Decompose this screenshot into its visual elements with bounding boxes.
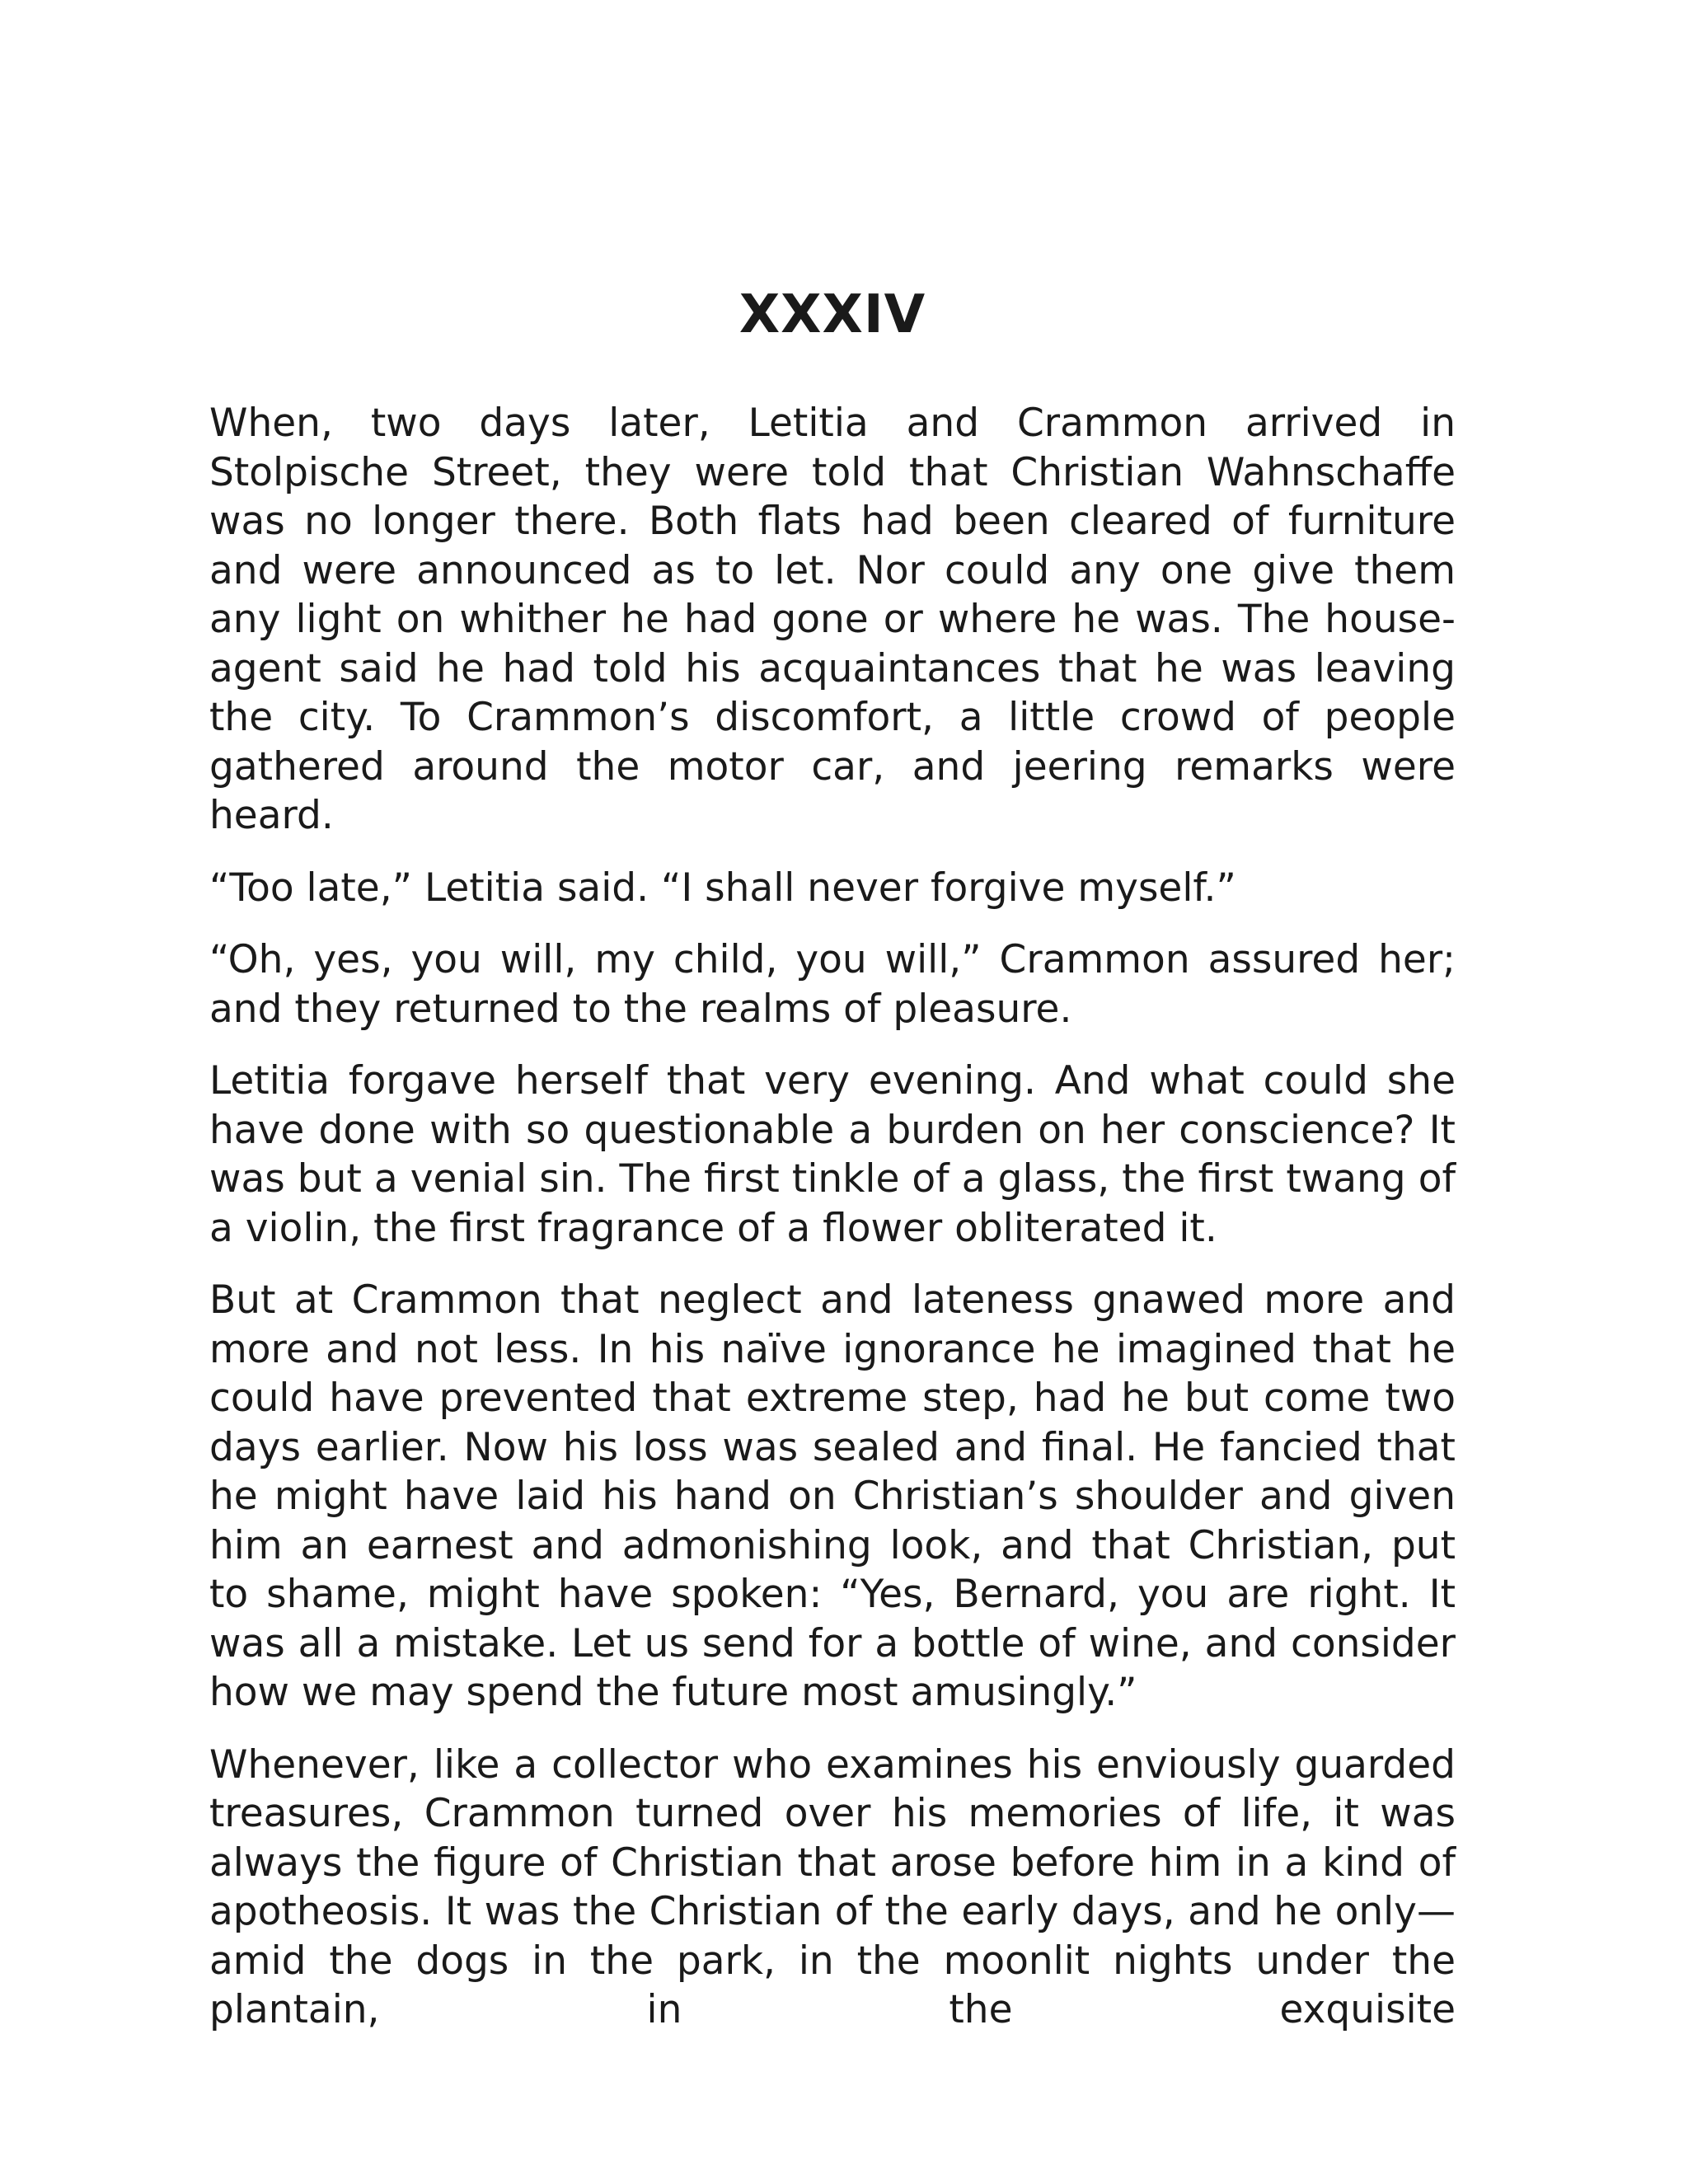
chapter-title: XXXIV <box>738 284 926 345</box>
paragraph-4: Letitia forgave herself that very evening. And what could she have done with so questionable a burden on her conscience? It was but a venial sin. The first tinkle of a glass, the first twang of a violin, the first fragrance of a flower obliterated it. <box>209 1058 1456 1251</box>
paragraph-1: When, two days later, Letitia and Crammon arrived in Stolpische Street, they were told that Christian Wahnschaffe was no longer there. Both flats had been cleared of furniture and were announced as to let. Nor could any one give them any light on whither he had gone or where he was. The house-agent said he had told his acquaintances that he was leaving the city. To Crammon’s discomfort, a little crowd of people gathered around the motor car, and jeering remarks were heard. <box>209 401 1456 838</box>
book-page <box>209 284 1456 2058</box>
paragraph-2: “Too late,” Letitia said. “I shall never forgive myself.” <box>209 865 1236 911</box>
paragraph-6: Whenever, like a collector who examines his enviously guarded treasures, Crammon turned over his memories of life, it was always the figure of Christian that arose before him in a kind of apotheosis. It was the Christian of the early days, and he only—amid the dogs in the park, in the moonlit nights under the plantain, in the exquisite <box>209 1741 1456 2032</box>
paragraph-3: “Oh, yes, you will, my child, you will,” Crammon assured her; and they returned to the realms of pleasure. <box>209 937 1456 1032</box>
paragraph-5: But at Crammon that neglect and lateness gnawed more and more and not less. In his naïve ignorance he imagined that he could have prevented that extreme step, had he but come two days earlier. Now his loss was sealed and final. He fancied that he might have laid his hand on Christian’s shoulder and given him an earnest and admonishing look, and that Christian, put to shame, might have spoken: “Yes, Bernard, you are right. It was all a mistake. Let us send for a bottle of wine, and consider how we may spend the future most amusingly.” <box>209 1277 1456 1715</box>
